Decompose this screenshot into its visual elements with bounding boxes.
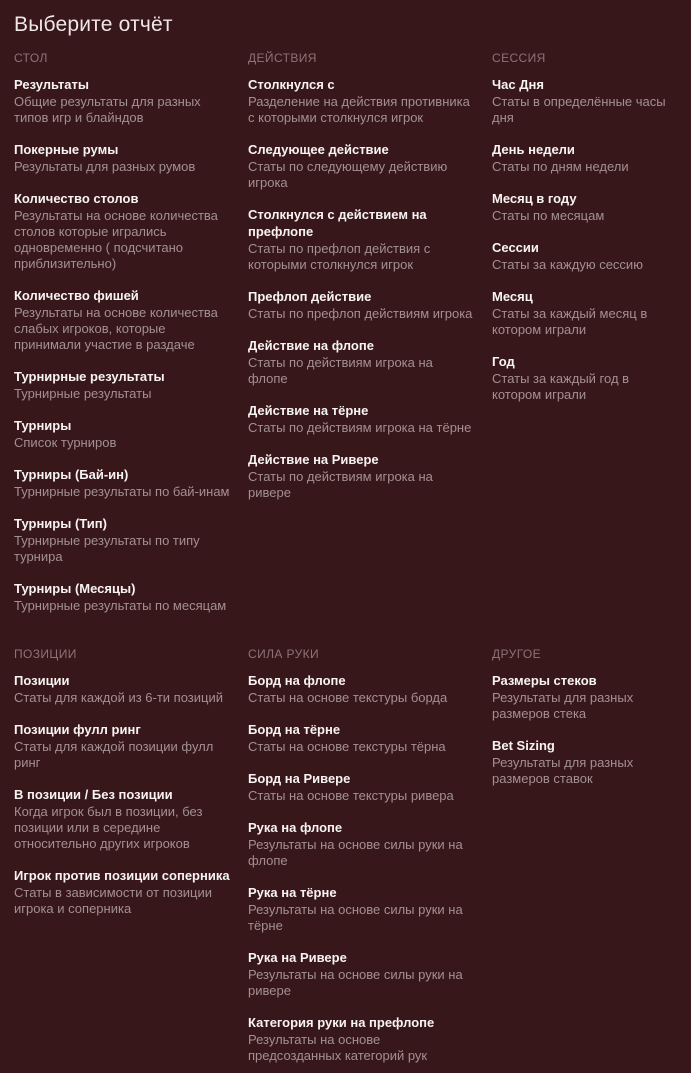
- report-item[interactable]: [248, 402, 474, 436]
- report-item-title[interactable]: Борд на Ривере: [248, 771, 351, 786]
- report-item-title[interactable]: Категория руки на префлопе: [248, 1015, 435, 1030]
- report-item-title[interactable]: Количество столов: [14, 191, 139, 206]
- report-item-description: Статы за каждый год в котором играли: [492, 371, 630, 402]
- report-item[interactable]: [14, 417, 230, 451]
- report-item[interactable]: [492, 288, 681, 338]
- report-item[interactable]: [248, 819, 474, 869]
- report-item-title[interactable]: Действие на флопе: [248, 338, 374, 353]
- report-item[interactable]: [248, 206, 474, 273]
- report-item-title[interactable]: Месяц в году: [492, 191, 577, 206]
- report-item-title[interactable]: Игрок против позиции соперника: [14, 868, 230, 883]
- report-item[interactable]: [248, 770, 474, 804]
- section-header-table: СТОЛ: [14, 51, 48, 65]
- report-item-description: Результаты на основе количества слабых игроков, которые принимали участие в раздаче: [14, 305, 218, 352]
- report-item[interactable]: [248, 721, 474, 755]
- report-item-title[interactable]: Сессии: [492, 240, 539, 255]
- report-item-description: Статы по дням недели: [492, 159, 629, 174]
- report-item-description: Статы по префлоп действия с которыми столкнулся игрок: [248, 241, 431, 272]
- report-item[interactable]: [492, 141, 681, 175]
- section-header-positions: ПОЗИЦИИ: [14, 647, 77, 661]
- report-item-description: Турнирные результаты по месяцам: [14, 598, 227, 613]
- report-item-title[interactable]: Борд на флопе: [248, 673, 346, 688]
- report-item-description: Статы по следующему действию игрока: [248, 159, 448, 190]
- report-item-description: Статы по действиям игрока на флопе: [248, 355, 433, 386]
- report-item-title[interactable]: Позиции фулл ринг: [14, 722, 141, 737]
- report-item-description: Результаты для разных румов: [14, 159, 196, 174]
- report-item[interactable]: [248, 76, 474, 126]
- report-item[interactable]: [248, 288, 474, 322]
- report-item-description: Результаты для разных размеров ставок: [492, 755, 634, 786]
- report-item-title[interactable]: Позиции: [14, 673, 70, 688]
- report-item[interactable]: [14, 721, 230, 771]
- report-item-title[interactable]: Покерные румы: [14, 142, 119, 157]
- report-item-title[interactable]: Турниры (Тип): [14, 516, 107, 531]
- report-item-title[interactable]: Столкнулся с: [248, 77, 335, 92]
- report-item[interactable]: [14, 580, 230, 614]
- report-item-title[interactable]: Турниры (Месяцы): [14, 581, 136, 596]
- report-item[interactable]: [492, 353, 681, 403]
- section-actions: [248, 51, 474, 501]
- report-item[interactable]: [248, 884, 474, 934]
- report-item-title[interactable]: Bet Sizing: [492, 738, 555, 753]
- report-item[interactable]: [14, 672, 230, 706]
- report-item[interactable]: [492, 190, 681, 224]
- report-item-title[interactable]: Количество фишей: [14, 288, 139, 303]
- report-item-title[interactable]: Следующее действие: [248, 142, 389, 157]
- report-item-title[interactable]: В позиции / Без позиции: [14, 787, 173, 802]
- report-item-title[interactable]: Рука на флопе: [248, 820, 343, 835]
- report-item[interactable]: [14, 466, 230, 500]
- report-item-description: Статы в определённые часы дня: [492, 94, 666, 125]
- report-item-description: Турнирные результаты: [14, 386, 152, 401]
- report-item-title[interactable]: Год: [492, 354, 515, 369]
- report-item-description: Статы по префлоп действиям игрока: [248, 306, 473, 321]
- report-item-title[interactable]: Час Дня: [492, 77, 544, 92]
- report-item-title[interactable]: День недели: [492, 142, 575, 157]
- section-positions: [14, 647, 230, 917]
- report-item-description: Результаты для разных размеров стека: [492, 690, 634, 721]
- report-item-description: Статы на основе текстуры ривера: [248, 788, 454, 803]
- report-item[interactable]: [14, 786, 230, 852]
- report-item-description: Статы по действиям игрока на ривере: [248, 469, 433, 500]
- report-item[interactable]: [248, 337, 474, 387]
- report-item-description: Общие результаты для разных типов игр и блайндов: [14, 94, 201, 125]
- report-item-title[interactable]: Турниры: [14, 418, 72, 433]
- report-item[interactable]: [248, 949, 474, 999]
- report-item[interactable]: [14, 368, 230, 402]
- section-session: [492, 51, 681, 403]
- report-item[interactable]: [248, 1014, 474, 1064]
- report-item-description: Результаты на основе предсозданных категорий рук: [248, 1032, 428, 1063]
- report-item-description: Статы для каждой из 6-ти позиций: [14, 690, 223, 705]
- report-item-title[interactable]: Действие на тёрне: [248, 403, 369, 418]
- report-item-title[interactable]: Турнирные результаты: [14, 369, 165, 384]
- report-item-description: Результаты на основе количества столов которые игрались одновременно ( подсчитано приблизительно): [14, 208, 218, 271]
- report-item-description: Турнирные результаты по типу турнира: [14, 533, 200, 564]
- report-item-title[interactable]: Турниры (Бай-ин): [14, 467, 129, 482]
- report-item-title[interactable]: Рука на тёрне: [248, 885, 337, 900]
- report-sections-grid: [14, 51, 681, 1064]
- report-item[interactable]: [14, 515, 230, 565]
- report-item-description: Статы на основе текстуры борда: [248, 690, 448, 705]
- section-header-session: СЕССИЯ: [492, 51, 546, 65]
- report-item[interactable]: [492, 239, 681, 273]
- section-header-other: ДРУГОЕ: [492, 647, 542, 661]
- report-item-title[interactable]: Действие на Ривере: [248, 452, 379, 467]
- report-item[interactable]: [14, 867, 230, 917]
- report-item[interactable]: [248, 451, 474, 501]
- report-item[interactable]: [492, 737, 681, 787]
- report-item-title[interactable]: Рука на Ривере: [248, 950, 347, 965]
- report-item[interactable]: [14, 190, 230, 272]
- section-header-actions: ДЕЙСТВИЯ: [248, 51, 317, 65]
- report-item-description: Статы по действиям игрока на тёрне: [248, 420, 472, 435]
- section-header-hand-strength: СИЛА РУКИ: [248, 647, 320, 661]
- report-item-description: Статы по месяцам: [492, 208, 605, 223]
- report-item[interactable]: [14, 76, 230, 126]
- report-item-title[interactable]: Результаты: [14, 77, 89, 92]
- report-item[interactable]: [14, 141, 230, 175]
- report-item-description: Результаты на основе силы руки на тёрне: [248, 902, 463, 933]
- report-item-description: Статы в зависимости от позиции игрока и соперника: [14, 885, 213, 916]
- section-other: [492, 647, 681, 787]
- report-item-description: Когда игрок был в позиции, без позиции или в середине относительно других игроков: [14, 804, 203, 851]
- page-title: Выберите отчёт: [14, 13, 173, 36]
- report-item-description: Разделение на действия противника с которыми столкнулся игрок: [248, 94, 470, 125]
- report-item-description: Статы для каждой позиции фулл ринг: [14, 739, 214, 770]
- report-item-title[interactable]: Столкнулся с действием на префлопе: [248, 207, 427, 239]
- report-item-title[interactable]: Борд на тёрне: [248, 722, 341, 737]
- report-item-description: Результаты на основе силы руки на ривере: [248, 967, 463, 998]
- report-item-title[interactable]: Месяц: [492, 289, 533, 304]
- report-item[interactable]: [248, 672, 474, 706]
- report-item[interactable]: [248, 141, 474, 191]
- report-item[interactable]: [492, 76, 681, 126]
- report-item-description: Список турниров: [14, 435, 117, 450]
- report-item-title[interactable]: Префлоп действие: [248, 289, 372, 304]
- report-item-description: Статы за каждую сессию: [492, 257, 643, 272]
- section-table: [14, 51, 230, 614]
- section-hand-strength: [248, 647, 474, 1064]
- report-item[interactable]: [492, 672, 681, 722]
- report-item-description: Результаты на основе силы руки на флопе: [248, 837, 463, 868]
- report-item-title[interactable]: Размеры стеков: [492, 673, 597, 688]
- report-item-description: Статы на основе текстуры тёрна: [248, 739, 446, 754]
- report-item-description: Статы за каждый месяц в котором играли: [492, 306, 648, 337]
- report-picker-page: [0, 13, 691, 1064]
- report-item[interactable]: [14, 287, 230, 353]
- report-item-description: Турнирные результаты по бай-инам: [14, 484, 230, 499]
